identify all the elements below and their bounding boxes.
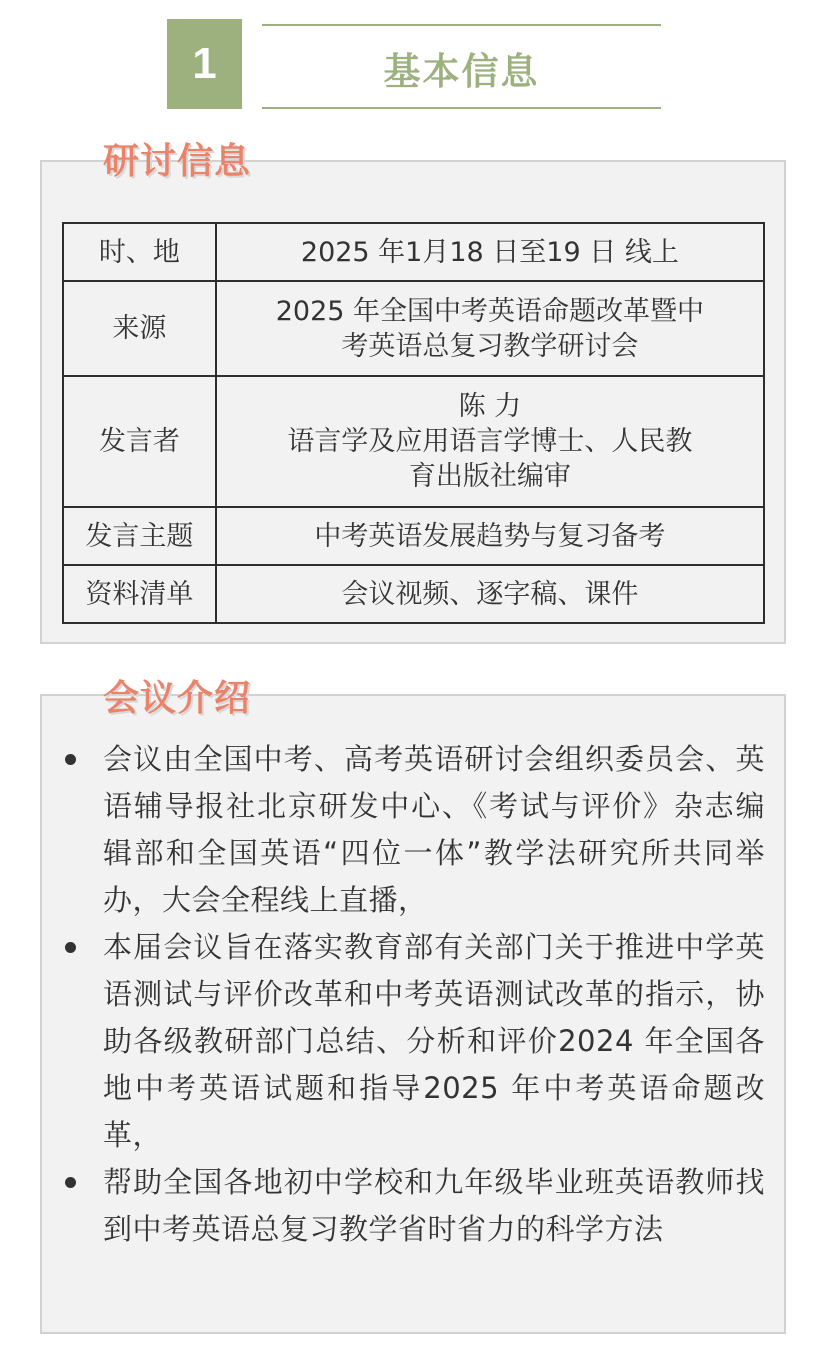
table-row-source: [63, 281, 764, 376]
table-value-line: 考英语总复习教学研讨会: [341, 330, 639, 362]
table-label: 资料清单: [63, 565, 216, 623]
table-label: 发言主题: [63, 507, 216, 565]
table-row-topic: [63, 507, 764, 565]
list-item-text: 本届会议旨在落实教育部有关部门关于推进中学英语测试与评价改革和中考英语测试改革的指示，协助各级教研部门总结、分析和评价2024 年全国各地中考英语试题和指导2025 年中考英语命题改革，: [103, 930, 765, 1152]
table-row-time-place: [63, 223, 764, 281]
table-label: 时、地: [63, 223, 216, 281]
table-label: 来源: [63, 281, 216, 376]
intro-heading: 会议介绍: [103, 678, 252, 719]
table-value-line: 中考英语发展趋势与复习备考: [314, 520, 666, 552]
intro-list: [62, 736, 765, 1253]
table-value-line: 2025 年1月18 日至19 日 线上: [300, 236, 679, 268]
table-value-line: 陈 力: [458, 391, 522, 422]
list-item-text: 会议由全国中考、高考英语研讨会组织委员会、英语辅导报社北京研发中心、《考试与评价》杂志编辑部和全国英语“四位一体”教学法研究所共同举办，大会全程线上直播，: [103, 742, 765, 917]
bullet-dot-icon: [65, 754, 76, 765]
list-item: [62, 924, 765, 1159]
bullet-dot-icon: [65, 1177, 76, 1188]
section-header: [167, 19, 661, 109]
list-item-text: 帮助全国各地初中学校和九年级毕业班英语教师找到中考英语总复习教学省时省力的科学方法: [103, 1165, 765, 1246]
table-value-line: 育出版社编审: [408, 461, 571, 492]
section-title: 基本信息: [383, 50, 540, 93]
header-divider-bottom: [262, 107, 661, 109]
info-heading: 研讨信息: [103, 141, 252, 182]
table-value-line: 会议视频、逐字稿、课件: [341, 578, 639, 610]
info-table: [62, 222, 765, 624]
table-value-line: 语言学及应用语言学博士、人民教: [287, 426, 693, 457]
table-row-speaker: [63, 376, 764, 507]
table-value: [216, 376, 764, 507]
table-value: [216, 507, 764, 565]
section-number-badge: [167, 19, 242, 109]
table-value: [216, 281, 764, 376]
table-label: 发言者: [63, 376, 216, 507]
list-item: [62, 1159, 765, 1253]
table-value: [216, 223, 764, 281]
table-value: [216, 565, 764, 623]
header-divider-top: [262, 24, 661, 26]
table-row-materials: [63, 565, 764, 623]
list-item: [62, 736, 765, 924]
section-number: 1: [192, 39, 217, 88]
bullet-dot-icon: [65, 942, 76, 953]
table-value-line: 2025 年全国中考英语命题改革暨中: [275, 295, 705, 327]
